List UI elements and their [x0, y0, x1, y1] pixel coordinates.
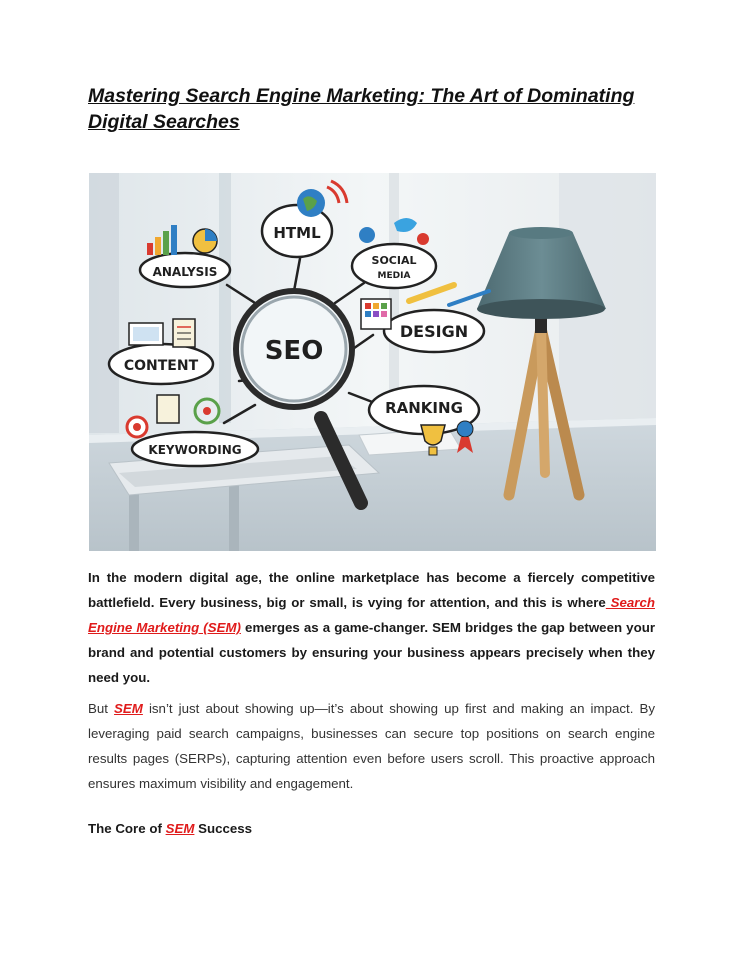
svg-text:ANALYSIS: ANALYSIS [152, 265, 218, 279]
svg-text:SOCIAL: SOCIAL [371, 254, 417, 267]
body-text: isn’t just about showing up—it’s about showing up first and making an impact. By leveraging paid search campaigns, businesses can secure top positions on search engine results pages (SERPs), capturing attention even before users scroll. This proactive approach ensures maximum visibility and engagement. [88, 701, 656, 791]
section-heading-start: The Core of [88, 821, 166, 836]
document-title: Mastering Search Engine Marketing: The Art of Dominating Digital Searches [88, 85, 635, 133]
section-heading-end: Success [194, 821, 253, 836]
svg-text:RANKING: RANKING [385, 399, 463, 417]
intro-paragraph [88, 565, 655, 690]
svg-text:MEDIA: MEDIA [377, 271, 411, 281]
svg-text:DESIGN: DESIGN [399, 322, 469, 341]
svg-text:SEO: SEO [264, 336, 324, 366]
section-heading [88, 818, 655, 840]
svg-text:KEYWORDING: KEYWORDING [148, 443, 242, 457]
body-paragraph [88, 696, 655, 796]
sem-link[interactable]: Search Engine Marketing (SEM) [88, 595, 655, 635]
intro-text: In the modern digital age, the online marketplace has become a fiercely competitive battlefield. Every business, big or small, is vying for attention, and this is where [88, 570, 655, 610]
svg-text:HTML: HTML [273, 224, 321, 242]
sem-link-inline[interactable]: SEM [114, 701, 143, 716]
svg-text:CONTENT: CONTENT [123, 358, 199, 374]
sem-link-heading[interactable]: SEM [165, 821, 195, 836]
hero-image [89, 173, 656, 551]
body-text-start: But [88, 701, 115, 716]
intro-text-continued: emerges as a game-changer. SEM bridges the gap between your brand and potential customers by ensuring your business appears precisely when they need you. [88, 620, 655, 685]
